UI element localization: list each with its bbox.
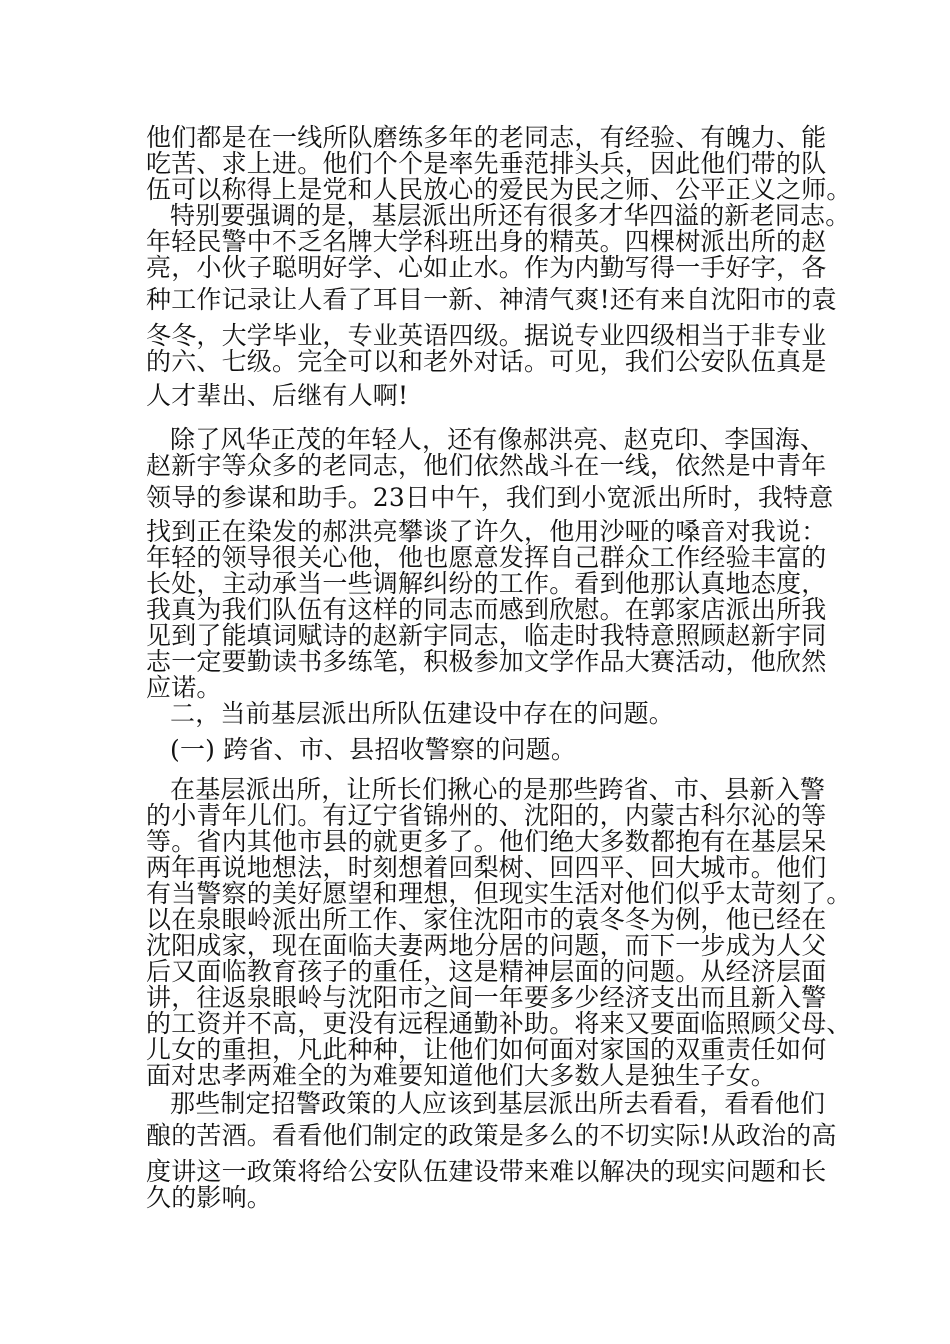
text-line: 那些制定招警政策的人应该到基层派出所去看看，看看他们	[170, 1089, 826, 1118]
text-line: 年轻的领导很关心他，他也愿意发挥自己群众工作经验丰富的	[146, 543, 827, 572]
text-line: 有当警察的美好愿望和理想，但现实生活对他们似乎太苛刻了。	[146, 879, 852, 908]
text-line: 除了风华正茂的年轻人，还有像郝洪亮、赵克印、李国海、	[170, 425, 826, 454]
subsection-heading: (一) 跨省、市、县招收警察的问题。	[170, 735, 577, 764]
text-line: 度讲这一政策将给公安队伍建设带来难以解决的现实问题和长	[146, 1157, 827, 1186]
text-line: 讲，往返泉眼岭与沈阳市之间一年要多少经济支出而且新入警	[146, 983, 827, 1012]
text-line: 的六、七级。完全可以和老外对话。可见，我们公安队伍真是	[146, 347, 827, 376]
text-line: 志一定要勤读书多练笔，积极参加文学作品大赛活动，他欣然	[146, 647, 827, 676]
text-line: 见到了能填词赋诗的赵新宇同志，临走时我特意照顾赵新宇同	[146, 621, 827, 650]
text-line: 久的影响。	[146, 1183, 273, 1212]
text-line: 年轻民警中不乏名牌大学科班出身的精英。四棵树派出所的赵	[146, 227, 827, 256]
text-line: 儿女的重担，凡此种种，让他们如何面对家国的双重责任如何	[146, 1035, 827, 1064]
text-line: 我真为我们队伍有这样的同志而感到欣慰。在郭家店派出所我	[146, 595, 827, 624]
text-line: 的小青年儿们。有辽宁省锦州的、沈阳的，内蒙古科尔沁的等	[146, 801, 827, 830]
text-line: 的工资并不高，更没有远程通勤补助。将来又要面临照顾父母、	[146, 1009, 852, 1038]
text-line: 等。省内其他市县的就更多了。他们绝大多数都抱有在基层呆	[146, 827, 827, 856]
text-line: 两年再说地想法，时刻想着回梨树、回四平、回大城市。他们	[146, 853, 827, 882]
text-line: 以在泉眼岭派出所工作、家住沈阳市的袁冬冬为例，他已经在	[146, 905, 827, 934]
text-line: 面对忠孝两难全的为难要知道他们大多数人是独生子女。	[146, 1061, 777, 1090]
text-line: 人才辈出、后继有人啊!	[146, 381, 409, 410]
text-line: 赵新宇等众多的老同志，他们依然战斗在一线，依然是中青年	[146, 451, 827, 480]
text-line: 沈阳成家，现在面临夫妻两地分居的问题，而下一步成为人父	[146, 931, 827, 960]
text-line: 领导的参谋和助手。23日中午，我们到小宽派出所时，我特意	[146, 483, 834, 512]
text-line: 应诺。	[146, 673, 222, 702]
text-line: 特别要强调的是，基层派出所还有很多才华四溢的新老同志。	[170, 201, 851, 230]
text-line: 他们都是在一线所队磨练多年的老同志，有经验、有魄力、能	[146, 123, 827, 152]
text-line: 酿的苦酒。看看他们制定的政策是多么的不切实际!从政治的高	[146, 1121, 837, 1150]
text-line: 在基层派出所，让所长们揪心的是那些跨省、市、县新入警	[170, 775, 826, 804]
text-line: 后又面临教育孩子的重任，这是精神层面的问题。从经济层面	[146, 957, 827, 986]
text-line: 找到正在染发的郝洪亮攀谈了许久，他用沙哑的嗓音对我说：	[146, 517, 827, 546]
text-line: 亮，小伙子聪明好学、心如止水。作为内勤写得一手好字，各	[146, 253, 827, 282]
text-line: 种工作记录让人看了耳目一新、神清气爽!还有来自沈阳市的袁	[146, 285, 837, 314]
text-line: 伍可以称得上是党和人民放心的爱民为民之师、公平正义之师。	[146, 175, 852, 204]
text-line: 吃苦、求上进。他们个个是率先垂范排头兵，因此他们带的队	[146, 149, 827, 178]
section-heading: 二，当前基层派出所队伍建设中存在的问题。	[170, 699, 675, 728]
text-line: 冬冬，大学毕业，专业英语四级。据说专业四级相当于非专业	[146, 321, 827, 350]
text-line: 长处，主动承当一些调解纠纷的工作。看到他那认真地态度，	[146, 569, 827, 598]
